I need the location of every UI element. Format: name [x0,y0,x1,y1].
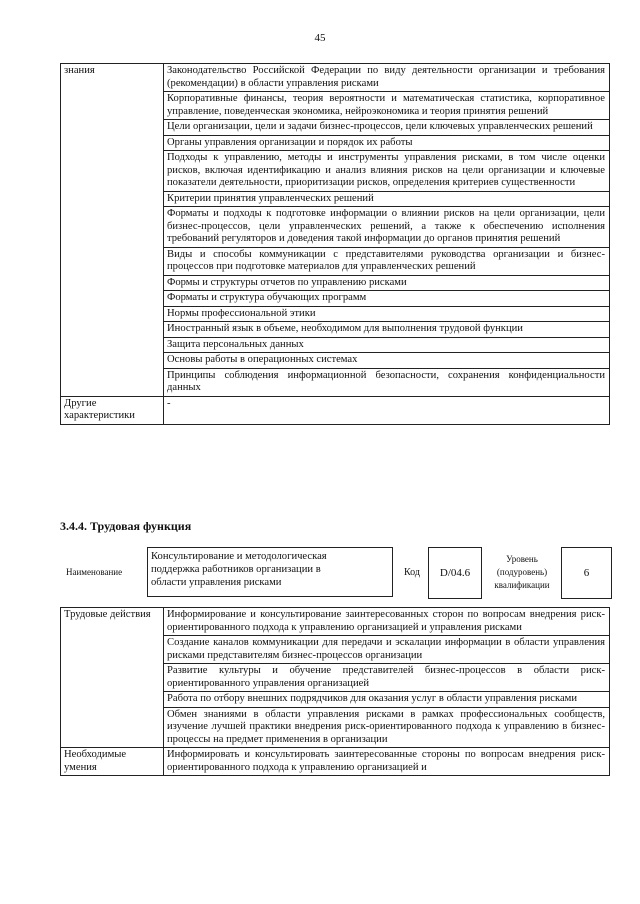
qualification-level-value: 6 [561,547,612,599]
row-item: Корпоративные финансы, теория вероятности и математическая статистика, корпоративное управление, поведенческая экономика, нейроэкономика и теория принятия решений [164,92,610,120]
function-name-line: Консультирование и методологическая [151,551,327,562]
labor-actions-table-body [61,608,610,776]
row-item: Информировать и консультировать заинтересованные стороны по вопросам внедрения риск-ориентированного подхода к управлению организацией и [164,748,610,776]
page-number: 45 [314,32,326,44]
row-item: Защита персональных данных [164,337,610,353]
qualification-level-label [487,553,557,592]
table-row [61,64,610,92]
function-name-box [147,547,393,597]
row-item: Развитие культуры и обучение представителей бизнес-процессов в области риск-ориентированного управления организацией [164,664,610,692]
row-item: Нормы профессиональной этики [164,306,610,322]
row-item: Основы работы в операционных системах [164,353,610,369]
function-name-line: поддержка работников организации в [151,564,321,575]
row-item: Законодательство Российской Федерации по виду деятельности организации и требования (рекомендации) в области управления рисками [164,64,610,92]
function-name-label: Наименование [66,567,123,577]
row-label: знания [61,64,164,397]
section-heading: 3.4.4. Трудовая функция [60,519,192,533]
qualification-level-label-line: (подуровень) [496,567,548,577]
function-name-line: области управления рисками [151,577,282,588]
row-item: Органы управления организации и порядок их работы [164,135,610,151]
row-label: Другие характеристики [61,396,164,424]
knowledge-table-body [61,64,610,425]
row-item: Создание каналов коммуникации для передачи и эскалации информации в области управления рисками представителям бизнес-процессов организации [164,636,610,664]
row-label: Трудовые действия [61,608,164,748]
row-item: Обмен знаниями в области управления рисками в рамках профессиональных сообществ, изучение лучшей практики внедрения риск-ориентированного подхода к управлению в бизнес-процессы на предмет применения в организации [164,707,610,748]
row-item: - [164,396,610,424]
row-item: Форматы и подходы к подготовке информации о влиянии рисков на цели организации, цели бизнес-процессов, цели управленческих решений, а также к обеспечению исполнения требований регуляторов и доведения такой информации до органов принятия решений [164,207,610,248]
table-row [61,396,610,424]
row-item: Виды и способы коммуникации с представителями руководства организации и бизнес-процессов при подготовке материалов для управленческих решений [164,247,610,275]
row-item: Иностранный язык в объеме, необходимом для выполнения трудовой функции [164,322,610,338]
row-item: Критерии принятия управленческих решений [164,191,610,207]
row-item: Информирование и консультирование заинтересованных сторон по вопросам внедрения риск-ориентированного подхода к управлению организацией и управления рисками [164,608,610,636]
qualification-level-label-line: Уровень [506,554,538,564]
row-item: Принципы соблюдения информационной безопасности, сохранения конфиденциальности данных [164,368,610,396]
row-item: Цели организации, цели и задачи бизнес-процессов, цели ключевых управленческих решений [164,120,610,136]
table-row [61,748,610,776]
row-item: Подходы к управлению, методы и инструменты управления рисками, в том числе оценки рисков, включая идентификацию и анализ влияния рисков на цели организации и ключевые показатели деятельности, приоритизации рисков, определения критериев существенности [164,151,610,192]
table-row [61,608,610,636]
row-item: Форматы и структура обучающих программ [164,291,610,307]
labor-actions-table [60,607,610,776]
row-item: Формы и структуры отчетов по управлению рисками [164,275,610,291]
row-label: Необходимые умения [61,748,164,776]
qualification-level-label-line: квалификации [494,580,550,590]
row-item: Работа по отбору внешних подрядчиков для оказания услуг в области управления рисками [164,692,610,708]
function-code-label: Код [404,567,420,578]
function-code-value: D/04.6 [428,547,482,599]
knowledge-table [60,63,610,425]
